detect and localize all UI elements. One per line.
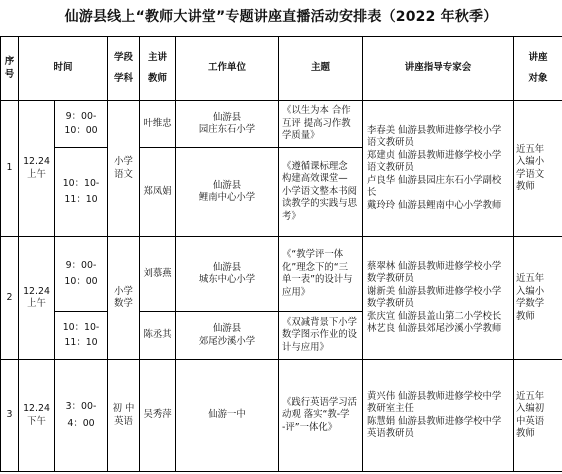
schedule-table <box>0 36 562 472</box>
row-index: 1 <box>1 101 19 237</box>
row-stage: 初 中 英语 <box>108 360 140 472</box>
session-lecturer: 郑凤娟 <box>140 148 176 237</box>
header-lecturer: 主讲 教师 <box>140 37 176 101</box>
row-audience: 近五年 入编初 中英语 教师 <box>514 360 562 472</box>
session-topic: 《遵循课标理念 构建高效课堂— 小学语文整本书阅 读教学的实践与思 考》 <box>279 148 363 237</box>
row-experts: 黄兴伟 仙游县教师进修学校中学 教研室主任 陈慧娟 仙游县教师进修学校中学 英语教研员 <box>363 360 514 472</box>
session-lecturer: 叶维忠 <box>140 101 176 148</box>
session-unit: 仙游县 郊尾沙溪小学 <box>176 312 279 360</box>
session-time: 9：00- 10：00 <box>55 237 108 312</box>
session-topic: 《双减背景下小学 数学图示作业的设 计与应用》 <box>279 312 363 360</box>
session-time: 10：10- 11：10 <box>55 148 108 237</box>
row-experts: 李春美 仙游县教师进修学校小学 语文教研员 郑建贞 仙游县教师进修学校小学 语文教研员 卢良华 仙游县园庄东石小学副校 长 戴玲玲 仙游县鲤南中心小学教师 <box>363 101 514 237</box>
row-date: 12.24 下午 <box>19 360 55 472</box>
header-audience: 讲座 对象 <box>514 37 562 101</box>
session-topic: 《以生为本 合作 互评 提高习作教 学质量》 <box>279 101 363 148</box>
session-topic: 《践行英语学习活 动观 落实“教-学 -评”一体化》 <box>279 360 363 472</box>
header-time: 时间 <box>19 37 108 101</box>
session-unit: 仙游县 鲤南中心小学 <box>176 148 279 237</box>
header-index: 序 号 <box>1 37 19 101</box>
header-experts: 讲座指导专家会 <box>363 37 514 101</box>
session-topic: 《“教学评一体 化”理念下的“三 单一表”的设计与 应用》 <box>279 237 363 312</box>
session-lecturer: 吴秀萍 <box>140 360 176 472</box>
session-time: 9：00- 10：00 <box>55 101 108 148</box>
row-date: 12.24 上午 <box>19 237 55 360</box>
header-topic: 主题 <box>279 37 363 101</box>
row-stage: 小学 语文 <box>108 101 140 237</box>
session-unit: 仙游县 园庄东石小学 <box>176 101 279 148</box>
header-row <box>1 37 562 101</box>
header-stage: 学段 学科 <box>108 37 140 101</box>
header-unit: 工作单位 <box>176 37 279 101</box>
session-unit: 仙游一中 <box>176 360 279 472</box>
table-row <box>1 360 562 472</box>
row-stage: 小学 数学 <box>108 237 140 360</box>
row-index: 2 <box>1 237 19 360</box>
session-time: 10：10- 11：10 <box>55 312 108 360</box>
row-audience: 近五年 入编小 学语文 教师 <box>514 101 562 237</box>
row-index: 3 <box>1 360 19 472</box>
session-lecturer: 陈丞其 <box>140 312 176 360</box>
table-row <box>1 101 562 148</box>
row-date: 12.24 上午 <box>19 101 55 237</box>
session-unit: 仙游县 城东中心小学 <box>176 237 279 312</box>
session-time: 3：00- 4：00 <box>55 360 108 472</box>
row-audience: 近五年 入编小 学数学 教师 <box>514 237 562 360</box>
table-row <box>1 237 562 312</box>
row-experts: 蔡翠林 仙游县教师进修学校小学 数学教研员 谢新美 仙游县教师进修学校小学 数学教研员 张庆宣 仙游县盖山第二小学校长 林艺良 仙游县郊尾沙溪小学教师 <box>363 237 514 360</box>
session-lecturer: 刘慕燕 <box>140 237 176 312</box>
document-title: 仙游县线上“教师大讲堂”专题讲座直播活动安排表（2022 年秋季） <box>64 9 498 25</box>
